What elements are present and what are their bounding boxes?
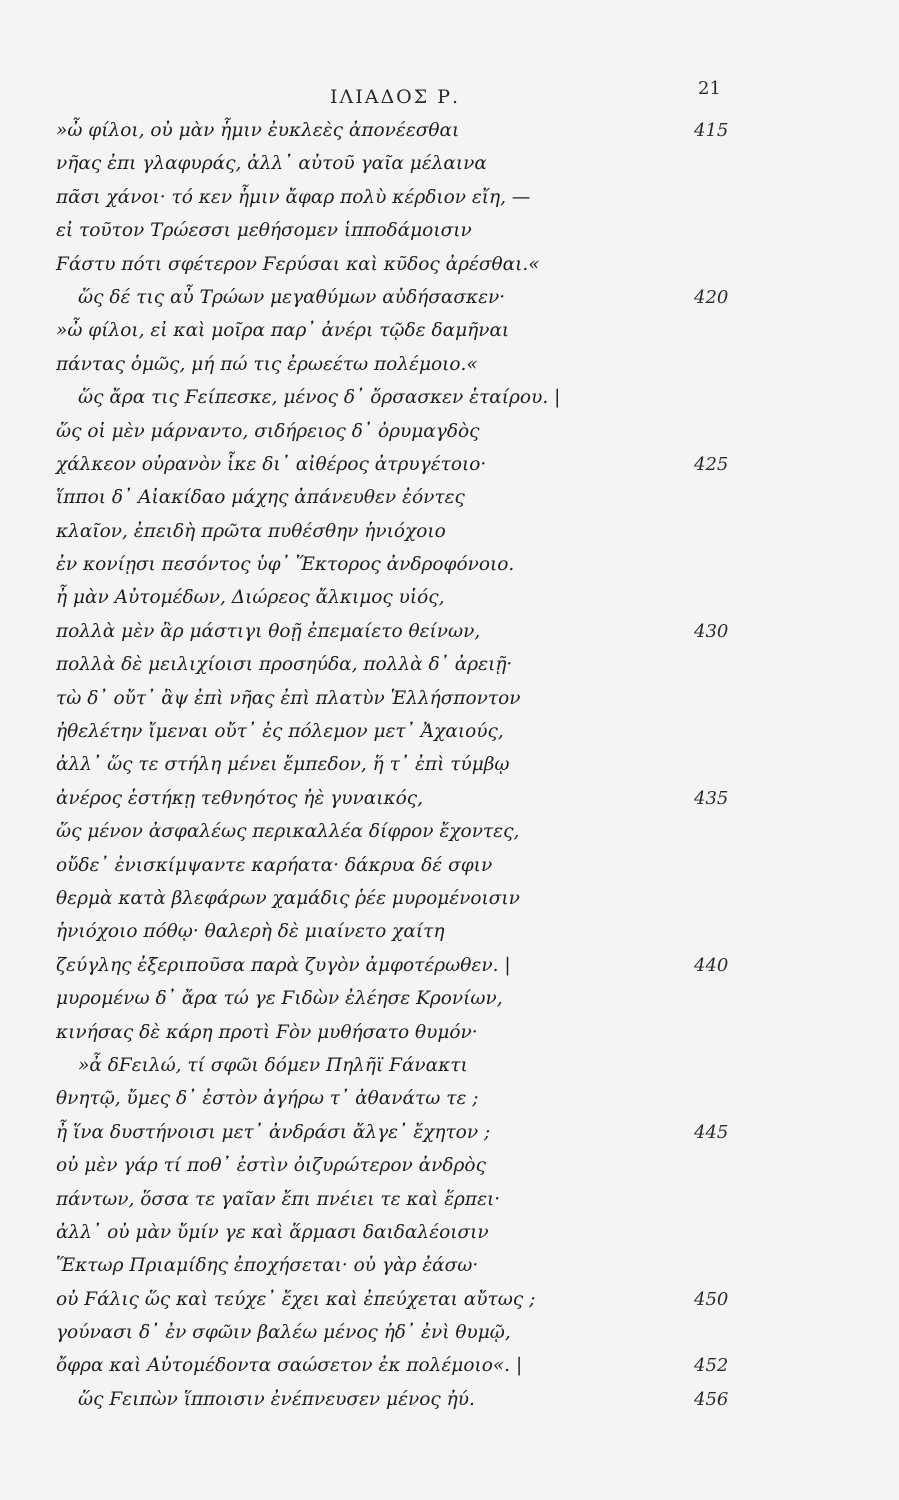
line-number: 440: [694, 954, 729, 976]
verse-line: [56, 949, 729, 982]
verse-line: [56, 882, 676, 915]
verse-line: [56, 1216, 676, 1249]
verse-line: [56, 214, 676, 247]
verse-text: ἵπποι δ᾽ Αἰακίδαο μάχης ἀπάνευθεν ἐόντες: [56, 487, 465, 509]
line-number: 445: [694, 1121, 729, 1143]
verse-text: ἀλλ᾽ ὥς τε στήλη μένει ἔμπεδον, ἥ τ᾽ ἐπὶ τύμβῳ: [56, 754, 510, 776]
verse-line: [56, 515, 676, 548]
verse-line: [56, 682, 676, 715]
verse-line: [56, 248, 676, 281]
verse-text: ὥς μένον ἀσφαλέως περικαλλέα δίφρον ἔχοντες,: [56, 821, 520, 843]
verse-line: [56, 581, 676, 614]
line-number: 450: [694, 1288, 729, 1310]
verse-line: [56, 281, 729, 314]
verse-line: [56, 415, 676, 448]
verse-line: [56, 1383, 729, 1416]
verse-line: [56, 181, 676, 214]
verse-line: [56, 615, 729, 648]
verse-text: πᾶσι χάνοι· τό κεν ἧμιν ἄφαρ πολὺ κέρδιον εἴη, —: [56, 186, 531, 208]
verse-line: [56, 1082, 676, 1115]
verse-line: [56, 648, 676, 681]
line-number: 452: [694, 1355, 729, 1377]
verse-text: ἀλλ᾽ οὐ μὰν ὔμίν γε καὶ ἅρμασι δαιδαλέοισιν: [56, 1221, 489, 1243]
line-number: 435: [694, 787, 729, 809]
verse-text: νῆας ἐπι γλαφυράς, ἀλλ᾽ αὐτοῦ γαῖα μέλαινα: [56, 153, 487, 175]
running-title: ΙΛΙΑΔΟΣ Ρ.: [330, 86, 461, 108]
line-number: 420: [694, 286, 729, 308]
verse-line: [56, 114, 729, 147]
verse-line: [56, 481, 676, 514]
verse-text: ζεύγλης ἐξεριποῦσα παρὰ ζυγὸν ἀμφοτέρωθεν. |: [56, 954, 511, 976]
verse-text: χάλκεον οὐρανὸν ἷκε δι᾽ αἰθέρος ἀτρυγέτοιο·: [56, 453, 487, 475]
verse-text: κινήσας δὲ κάρη προτὶ Ϝὸν μυθήσατο θυμόν·: [56, 1021, 478, 1043]
verse-line: [56, 1116, 729, 1149]
verse-text: πάντων, ὅσσα τε γαῖαν ἔπι πνέιει τε καὶ ἕρπει·: [56, 1188, 501, 1210]
verse-text: εἰ τοῦτον Τρώεσσι μεθήσομεν ἱπποδάμοισιν: [56, 220, 472, 242]
verse-line: [56, 147, 676, 180]
verse-text: »ἆ δϜειλώ, τί σφῶι δόμεν Πηλῆϊ Ϝάνακτι: [78, 1054, 468, 1076]
verse-text: οὔδε᾽ ἐνισκίμψαντε καρήατα· δάκρυα δέ σφιν: [56, 854, 493, 876]
line-number: 425: [694, 453, 729, 475]
verse-text: μυρομένω δ᾽ ἄρα τώ γε Ϝιδὼν ἐλέησε Κρονίων,: [56, 988, 503, 1010]
verse-text: πάντας ὁμῶς, μή πώ τις ἐρωεέτω πολέμοιο.«: [56, 353, 478, 375]
verse-line: [56, 915, 676, 948]
verse-line: [56, 1149, 676, 1182]
verse-text: ἀνέρος ἑστήκῃ τεθνηότος ἠὲ γυναικός,: [56, 787, 423, 809]
verse-line: [56, 1049, 676, 1082]
verse-line: [56, 1183, 676, 1216]
verse-line: [56, 982, 676, 1015]
verse-text: ἐν κονίῃσι πεσόντος ὑφ᾽ Ἕκτορος ἀνδροφόνοιο.: [56, 554, 515, 576]
verse-line: [56, 1016, 676, 1049]
page-number: 21: [698, 78, 721, 99]
verse-text: Ἕκτωρ Πριαμίδης ἐποχήσεται· οὐ γὰρ ἐάσω·: [56, 1255, 479, 1277]
verse-text: ὥς ἄρα τις Ϝείπεσκε, μένος δ᾽ ὄρσασκεν ἑταίρου. |: [78, 387, 561, 409]
verse-line: [56, 548, 676, 581]
verse-text: κλαῖον, ἐπειδὴ πρῶτα πυθέσθην ἡνιόχοιο: [56, 520, 446, 542]
verse-text: »ὦ φίλοι, οὐ μὰν ἧμιν ἐυκλεὲς ἀπονέεσθαι: [56, 120, 460, 141]
verse-text: θνητῷ, ὔμες δ᾽ ἐστὸν ἀγήρω τ᾽ ἀθανάτω τε ;: [56, 1088, 479, 1110]
line-number: 415: [694, 120, 729, 141]
verse-line: [56, 1349, 729, 1382]
verse-text: ὥς Ϝειπὼν ἵπποισιν ἐνέπνευσεν μένος ἠύ.: [78, 1388, 475, 1410]
verse-text: ἦ ἵνα δυστήνοισι μετ᾽ ἀνδράσι ἄλγε᾽ ἔχητον ;: [56, 1121, 491, 1143]
verse-line: [56, 1283, 729, 1316]
verse-text: πολλὰ δὲ μειλιχίοισι προσηύδα, πολλὰ δ᾽ ἀρειῇ·: [56, 654, 513, 676]
verse-line: [56, 448, 729, 481]
verse-line: [56, 314, 676, 347]
line-number: 456: [694, 1388, 729, 1410]
verse-line: [56, 815, 676, 848]
verse-text: οὐ Ϝάλις ὥς καὶ τεύχε᾽ ἔχει καὶ ἐπεύχεται αὔτως ;: [56, 1288, 536, 1310]
verse-text: ἠθελέτην ἴμεναι οὔτ᾽ ἐς πόλεμον μετ᾽ Ἀχαιούς,: [56, 721, 504, 743]
verse-line: [56, 849, 676, 882]
verse-text: θερμὰ κατὰ βλεφάρων χαμάδις ῥέε μυρομένοισιν: [56, 887, 520, 909]
verse-text: γούνασι δ᾽ ἐν σφῶιν βαλέω μένος ἠδ᾽ ἐνὶ θυμῷ,: [56, 1322, 511, 1344]
verse-line: [56, 1316, 676, 1349]
verse-text: πολλὰ μὲν ἂρ μάστιγι θοῇ ἐπεμαίετο θείνων,: [56, 620, 481, 642]
verse-line: [56, 782, 729, 815]
verse-text: τὼ δ᾽ οὔτ᾽ ἂψ ἐπὶ νῆας ἐπὶ πλατὺν Ἑλλήσποντον: [56, 687, 521, 709]
line-number: 430: [694, 620, 729, 642]
verse-line: [56, 348, 676, 381]
verse-text: ἡνιόχοιο πόθῳ· θαλερὴ δὲ μιαίνετο χαίτη: [56, 921, 445, 943]
verse-line: [56, 748, 676, 781]
verse-line: [56, 381, 676, 414]
verse-text: ὥς δέ τις αὖ Τρώων μεγαθύμων αὐδήσασκεν·: [78, 286, 506, 308]
verse-line: [56, 715, 676, 748]
verse-text: »ὦ φίλοι, εἰ καὶ μοῖρα παρ᾽ ἀνέρι τῷδε δαμῆναι: [56, 320, 510, 342]
verse-text: οὐ μὲν γάρ τί ποθ᾽ ἐστὶν ὀιζυρώτερον ἀνδρὸς: [56, 1155, 486, 1177]
verse-text: Ϝάστυ πότι σφέτερον Ϝερύσαι καὶ κῦδος ἀρέσθαι.«: [56, 253, 540, 275]
verse-block: [56, 114, 729, 1416]
verse-text: ἦ μὰν Αὐτομέδων, Διώρεος ἄλκιμος υἱός,: [56, 587, 445, 609]
verse-text: ὄφρα καὶ Αὐτομέδοντα σαώσετον ἐκ πολέμοιο«. |: [56, 1355, 523, 1377]
verse-text: ὥς οἱ μὲν μάρναντο, σιδήρειος δ᾽ ὀρυμαγδὸς: [56, 420, 480, 442]
verse-line: [56, 1249, 676, 1282]
